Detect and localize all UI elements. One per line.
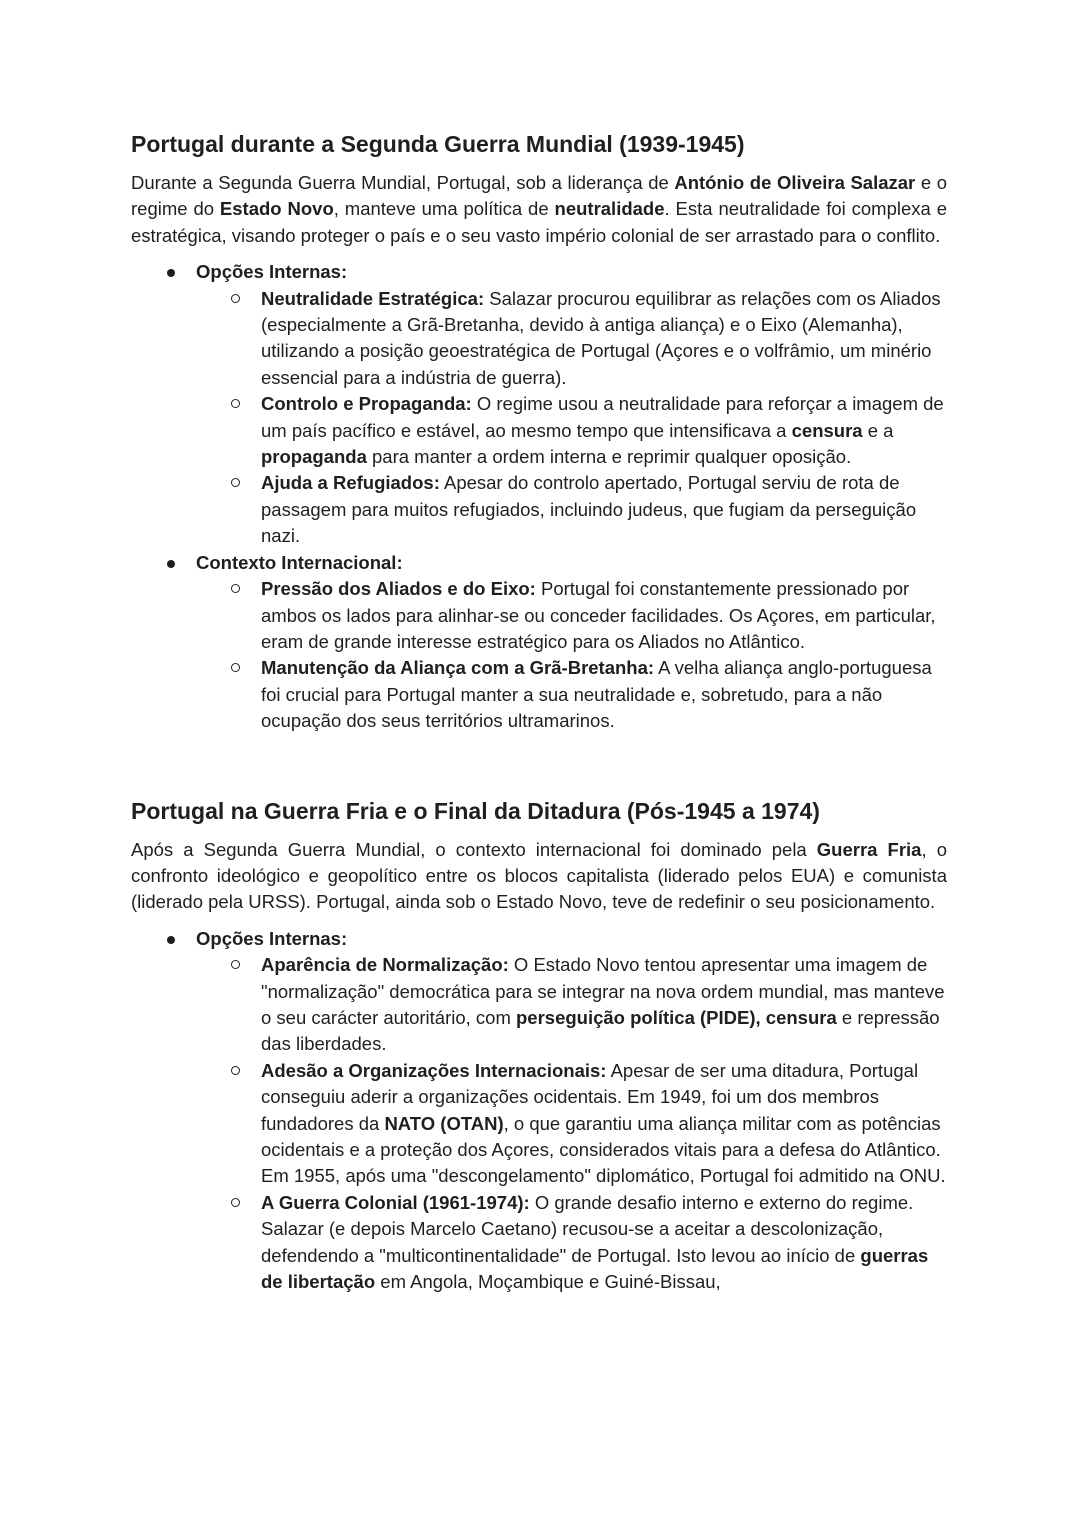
bold-text: censura [791, 419, 863, 441]
bullet-disc-icon [167, 560, 175, 568]
bold-text: Adesão a Organizações Internacionais: [261, 1059, 607, 1081]
list-item [196, 286, 947, 392]
section-list-ww2 [131, 259, 947, 734]
bold-text: Controlo e Propaganda: [261, 393, 472, 415]
text-run: Apesar de ser uma ditadura, Portugal conseguiu aderir a organizações ocidentais. Em 1949, foi um dos membros fundadores da [261, 1059, 919, 1134]
bullet-disc-icon [167, 269, 175, 277]
bold-text: Estado Novo [219, 198, 334, 220]
text-run: para manter a ordem interna e reprimir qualquer oposição. [366, 446, 852, 468]
list-item [196, 576, 947, 655]
list-item [196, 952, 947, 1058]
list-group [131, 259, 947, 549]
text-run: Portugal foi constantemente pressionado por ambos os lados para alinhar-se ou conceder facilidades. Os Açores, em particular, eram de grande interesse estratégico para os Aliados no Atlântico. [261, 578, 936, 652]
text-run: , manteve uma política de [333, 198, 555, 220]
bold-text: guerras de libertação [261, 1244, 929, 1293]
section-title-ww2: Portugal durante a Segunda Guerra Mundial (1939-1945) [131, 131, 745, 157]
section-title-cold-war: Portugal na Guerra Fria e o Final da Ditadura (Pós-1945 a 1974) [131, 797, 820, 824]
section-intro-cold-war [131, 837, 947, 916]
bullet-disc-icon [167, 936, 175, 944]
bold-text: Aparência de Normalização: [261, 954, 509, 976]
list-group-heading: Opções Internas: [196, 927, 348, 949]
bullet-circle-icon [231, 294, 240, 303]
bullet-circle-icon [231, 584, 240, 593]
text-run: Salazar procurou equilibrar as relações com os Aliados (especialmente a Grã-Bretanha, devido à antiga aliança) e o Eixo (Alemanha), utilizando a posição geoestratégica de Portugal (Açores e o volfrâmio, um minério essencial para a indústria de guerra). [261, 287, 941, 388]
text-run: O Estado Novo tentou apresentar uma imagem de "normalização" democrática para se integrar na nova ordem mundial, mas manteve o seu carácter autoritário, com [261, 954, 945, 1028]
text-run: , o que garantiu uma aliança militar com as potências ocidentais e a proteção dos Açores, considerados vitais para a defesa do Atlântico. Em 1955, após uma "descongelamento" diplomático, Portugal foi admitido na ONU. [261, 1112, 946, 1187]
bullet-circle-icon [231, 399, 240, 408]
bullet-circle-icon [231, 1066, 240, 1075]
text-run: , o confronto ideológico e geopolítico entre os blocos capitalista (liderado pelos EUA) e comunista (liderado pela URSS). Portugal, ainda sob o Estado Novo, teve de redefinir o seu posicionamento. [131, 838, 947, 913]
bullet-circle-icon [231, 960, 240, 969]
list-group-heading: Contexto Internacional: [196, 551, 403, 573]
bold-text: Neutralidade Estratégica: [261, 287, 485, 309]
text-run: O grande desafio interno e externo do regime. Salazar (e depois Marcelo Caetano) recusou-se a aceitar a descolonização, defendendo a "multicontinentalidade" de Portugal. Isto levou ao início de [261, 1191, 914, 1266]
bullet-circle-icon [231, 1198, 240, 1207]
text-run: Durante a Segunda Guerra Mundial, Portugal, sob a liderança de [131, 172, 675, 193]
text-run: e repressão das liberdades. [261, 1006, 940, 1055]
list-item [196, 391, 947, 470]
bullet-circle-icon [231, 478, 240, 487]
text-run: O regime usou a neutralidade para reforçar a imagem de um país pacífico e estável, ao mesmo tempo que intensificava a [261, 393, 944, 441]
list-item [196, 1058, 947, 1190]
text-run: A velha aliança anglo-portuguesa foi crucial para Portugal manter a sua neutralidade e, sobretudo, para a não ocupação dos seus territórios ultramarinos. [261, 657, 932, 732]
sub-list [196, 286, 947, 550]
bullet-circle-icon [231, 663, 240, 672]
sub-list [196, 952, 947, 1295]
bold-text: perseguição política (PIDE), censura [516, 1006, 837, 1028]
list-item [196, 1190, 947, 1296]
list-group-heading: Opções Internas: [196, 261, 348, 283]
bold-text: Guerra Fria [816, 838, 922, 860]
bold-text: propaganda [261, 446, 367, 468]
section-list-cold-war [131, 926, 947, 1296]
text-run: em Angola, Moçambique e Guiné-Bissau, [375, 1271, 721, 1293]
text-run: . Esta neutralidade foi complexa e estratégica, visando proteger o país e o seu vasto império colonial de ser arrastado para o conflito. [131, 198, 947, 246]
document-page [131, 128, 947, 1295]
text-run: e a [862, 419, 894, 441]
sub-list [196, 576, 947, 734]
text-run: Apesar do controlo apertado, Portugal serviu de rota de passagem para muitos refugiados, incluindo judeus, que fugiam da perseguição nazi. [261, 472, 917, 547]
bold-text: Manutenção da Aliança com a Grã-Bretanha: [261, 657, 655, 679]
bold-text: António de Oliveira Salazar [674, 172, 916, 193]
bold-text: Pressão dos Aliados e do Eixo: [261, 578, 536, 600]
bold-text: A Guerra Colonial (1961-1974): [261, 1191, 530, 1213]
list-group [131, 926, 947, 1296]
bold-text: neutralidade [554, 198, 665, 220]
bold-text: Ajuda a Refugiados: [261, 472, 440, 494]
bold-text: NATO (OTAN) [384, 1112, 504, 1134]
section-intro-ww2 [131, 170, 947, 249]
text-run: e o regime do [131, 172, 947, 220]
list-item [196, 470, 947, 549]
text-run: Após a Segunda Guerra Mundial, o contexto internacional foi dominado pela [131, 838, 817, 860]
list-item [196, 655, 947, 734]
list-group [131, 550, 947, 735]
